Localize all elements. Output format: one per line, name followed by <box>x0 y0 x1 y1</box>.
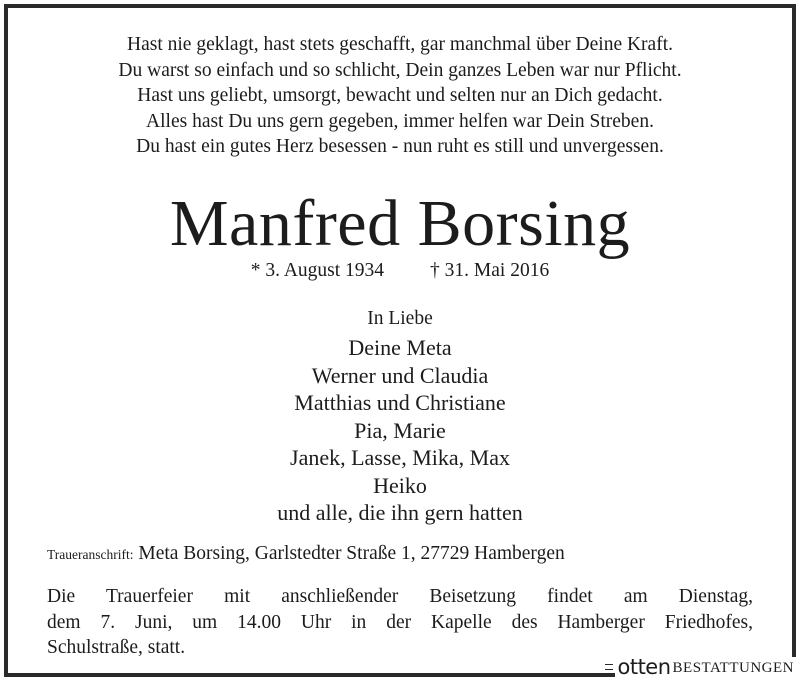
logo-suffix: BESTATTUNGEN <box>672 660 794 676</box>
life-dates <box>0 258 800 284</box>
logo-brand: otten <box>617 655 671 679</box>
mourner-line: Werner und Claudia <box>311 362 489 388</box>
poem-line: Du warst so einfach und so schlicht, Dein ganzes Leben war nur Pflicht. <box>118 59 682 81</box>
ceremony-line: dem 7. Juni, um 14.00 Uhr in der Kapelle des Hamberger Friedhofes, <box>47 611 753 633</box>
poem-line: Alles hast Du uns gern gegeben, immer helfen war Dein Streben. <box>146 110 654 132</box>
mourner-line: Deine Meta <box>348 335 452 360</box>
birth-date: * 3. August 1934 <box>250 260 385 281</box>
mourners-intro: In Liebe <box>367 308 433 329</box>
death-date: † 31. Mai 2016 <box>430 260 550 281</box>
mourners-list <box>0 334 800 527</box>
funeral-home-footer <box>605 657 796 677</box>
mourner-line: Janek, Lasse, Mika, Max <box>290 445 510 470</box>
mourner-line: Matthias und Christiane <box>294 390 506 415</box>
mourner-line: Pia, Marie <box>354 417 446 443</box>
address-value: Meta Borsing, Garlstedter Straße 1, 27729 Hambergen <box>138 543 565 564</box>
mourner-line: Heiko <box>373 472 427 498</box>
ceremony-line: Schulstraße, statt. <box>47 637 186 658</box>
mourner-line: und alle, die ihn gern hatten <box>277 500 523 525</box>
address-label: Traueranschrift: <box>47 547 134 562</box>
mourning-address <box>47 541 565 568</box>
poem-line: Hast nie geklagt, hast stets geschafft, gar manchmal über Deine Kraft. <box>127 34 673 55</box>
ceremony-notice <box>47 584 753 661</box>
footer-double-rule <box>605 664 613 670</box>
poem-line: Du hast ein gutes Herz besessen - nun ruht es still und unvergessen. <box>136 136 664 157</box>
ceremony-line: Die Trauerfeier mit anschließender Beisetzung findet am Dienstag, <box>47 586 753 607</box>
funeral-home-logo <box>615 657 796 677</box>
poem-line: Hast uns geliebt, umsorgt, bewacht und selten nur an Dich gedacht. <box>137 85 663 106</box>
deceased-name: Manfred Borsing <box>169 187 631 260</box>
poem <box>8 32 792 160</box>
